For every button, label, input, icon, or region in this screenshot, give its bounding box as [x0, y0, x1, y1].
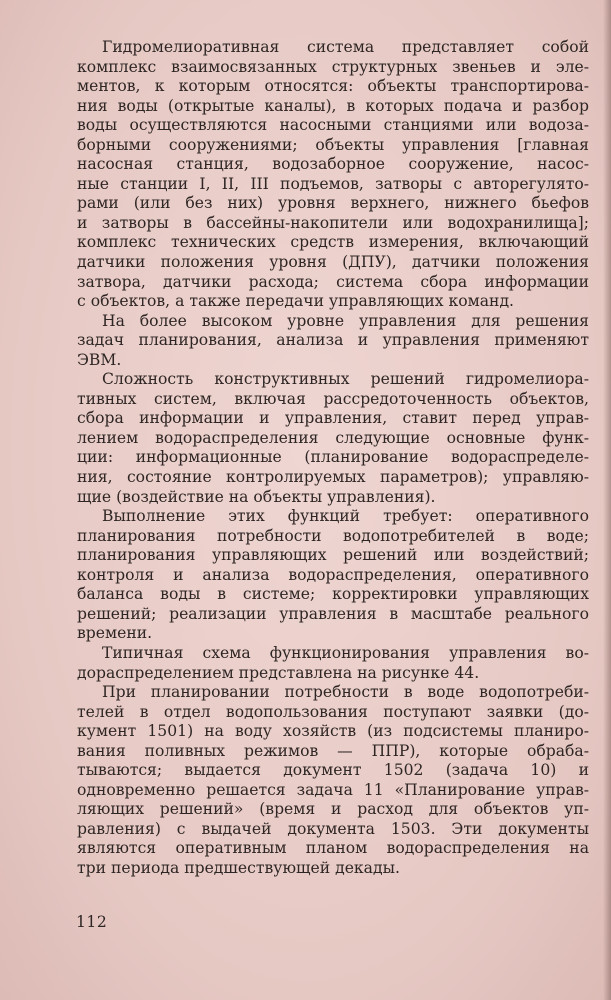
text-line: На более высоком уровне управления для решения — [102, 311, 589, 330]
text-line: равления) с выдачей документа 1503. Эти документы — [77, 819, 589, 838]
text-line: решений; реализации управления в масштабе реального — [77, 604, 589, 623]
text-line: При планировании потребности в воде водопотреби- — [102, 683, 589, 702]
paragraph — [77, 644, 589, 683]
text-line: Гидромелиоративная система представляет собой — [102, 38, 589, 56]
text-line: тываются; выдается документ 1502 (задача 10) и — [77, 761, 589, 780]
text-line: баланса воды в системе; корректировки управляющих — [77, 585, 589, 604]
page-edge-shadow — [603, 0, 611, 1000]
text-line: телей в отдел водопользования поступают заявки (до- — [77, 702, 589, 721]
text-line: затвора, датчики расхода; система сбора информации — [77, 272, 589, 291]
text-line: и затворы в бассейны-накопители или водохранилища]; — [77, 213, 589, 232]
text-line: ные станции I, II, III подъемов, затворы с авторегулято- — [77, 174, 589, 193]
text-line: Выполнение этих функций требует: оперативного — [102, 507, 589, 526]
text-line: контроля и анализа водораспределения, оперативного — [77, 565, 589, 584]
text-line: рами (или без них) уровня верхнего, нижнего бьефов — [77, 194, 589, 213]
text-line: времени. — [77, 624, 153, 643]
text-line: датчики положения уровня (ДПУ), датчики положения — [77, 253, 589, 272]
paragraph — [77, 507, 589, 644]
text-line: три периода предшествующей декады. — [77, 858, 400, 877]
text-line: одновременно решается задача 11 «Планирование управ- — [77, 780, 589, 799]
text-line: ментов, к которым относятся: объекты транспортирова- — [77, 77, 589, 96]
text-line: планирования потребности водопотребителей в воде; — [77, 526, 589, 545]
text-line: планирования управляющих решений или воздействий; — [77, 546, 589, 565]
text-line: воды осуществляются насосными станциями или водоза- — [77, 116, 589, 135]
text-line: являются оперативным планом водораспределения на — [77, 839, 589, 858]
text-line: Типичная схема функционирования управления во- — [102, 643, 589, 662]
paragraph — [77, 370, 589, 507]
text-line: с объектов, а также передачи управляющих команд. — [77, 292, 515, 311]
text-line: ЭВМ. — [77, 350, 122, 369]
text-line: тивных систем, включая рассредоточенность объектов, — [77, 389, 589, 408]
text-line: комплекс взаимосвязанных структурных звеньев и эле- — [77, 57, 589, 76]
text-line: дораспределением представлена на рисунке 44. — [77, 663, 480, 682]
text-line: лением водораспределения следующие основные функ- — [77, 428, 589, 447]
paragraph — [77, 38, 589, 312]
text-line: щие (воздействие на объекты управления). — [77, 487, 436, 506]
text-line: Сложность конструктивных решений гидромелиора- — [102, 370, 589, 389]
page-number: 112 — [76, 913, 108, 931]
text-line: ния воды (открытые каналы), в которых подача и разбор — [77, 96, 589, 115]
paragraph — [77, 683, 589, 878]
text-line: комплекс технических средств измерения, включающий — [77, 233, 589, 252]
text-line: ляющих решений» (время и расход для объектов уп- — [77, 800, 589, 819]
text-line: насосная станция, водозаборное сооружение, насос- — [77, 155, 589, 174]
text-line: сбора информации и управления, ставит перед управ- — [77, 409, 589, 428]
text-line: кумент 1501) на воду хозяйств (из подсистемы планиро- — [77, 722, 589, 741]
text-line: ния, состояние контролируемых параметров); управляю- — [77, 468, 589, 487]
text-line: задач планирования, анализа и управления применяют — [77, 331, 589, 350]
text-line: борными сооружениями; объекты управления [главная — [77, 135, 589, 154]
text-line: ции: информационные (планирование водораспределе- — [77, 448, 589, 467]
paragraph — [77, 312, 589, 371]
text-line: вания поливных режимов — ППР), которые обраба- — [77, 741, 589, 760]
page-body — [77, 38, 589, 879]
